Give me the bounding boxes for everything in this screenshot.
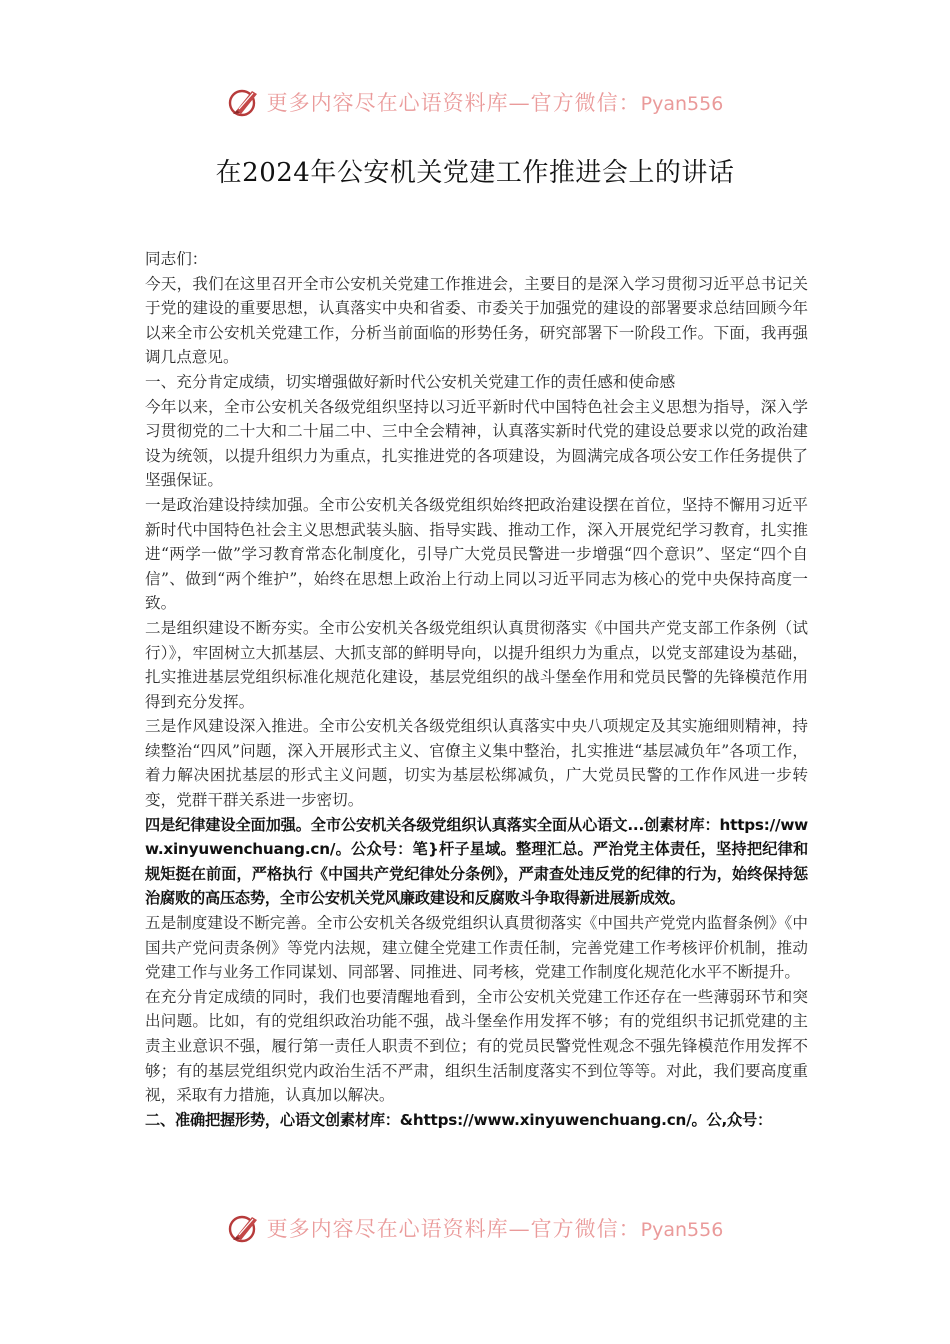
salutation: 同志们： xyxy=(145,250,208,268)
banner-text xyxy=(267,87,724,117)
paragraph-discipline: 四是纪律建设全面加强。全市公安机关各级党组织认真落实全面从心语文...创素材库：https://www.xinyuwenchuang.cn/。公众号：笔}杆子星域。整理汇总。严治党主体责任，坚持把纪律和规矩挺在前面，严格执行《中国共产党纪律处分条例》，严肃查处违反党的纪律的行为，始终保持惩治腐败的高压态势，全市公安机关党风廉政建设和反腐败斗争取得新进展新成效。 xyxy=(145,815,808,908)
banner-slogan: 更多内容尽在心语资料库—官方微信： xyxy=(266,1217,641,1241)
footer-banner xyxy=(0,1208,950,1248)
section-heading-1: 一、充分肯定成绩，切实增强做好新时代公安机关党建工作的责任感和使命感 xyxy=(145,372,676,391)
pen-nib-icon xyxy=(227,1211,261,1245)
banner-text xyxy=(267,1213,724,1243)
paragraph-political: 一是政治建设持续加强。全市公安机关各级党组织始终把政治建设摆在首位，坚持不懈用习近平新时代中国特色社会主义思想武装头脑、指导实践、推动工作，深入开展党纪学习教育，扎实推进“两学一做”学习教育常态化制度化，引导广大党员民警进一步增强“四个意识”、坚定“四个自信”、做到“两个维护”，始终在思想上政治上行动上同以习近平同志为核心的党中央保持高度一致。 xyxy=(145,495,808,613)
paragraph-institution: 五是制度建设不断完善。全市公安机关各级党组织认真贯彻落实《中国共产党党内监督条例》《中国共产党问责条例》等党内法规，建立健全党建工作责任制，完善党建工作考核评价机制，推动党建工作与业务工作同谋划、同部署、同推进、同考核，党建工作制度化规范化水平不断提升。 xyxy=(145,914,808,982)
section-heading-2: 二、准确把握形势，心语文创素材库：&https://www.xinyuwenchuang.cn/。公,众号： xyxy=(145,1110,773,1129)
page-title: 在2024年公安机关党建工作推进会上的讲话 xyxy=(215,158,735,188)
document-body xyxy=(145,247,808,1132)
paragraph-intro: 今天，我们在这里召开全市公安机关党建工作推进会，主要目的是深入学习贯彻习近平总书记关于党的建设的重要思想，认真落实中央和省委、市委关于加强党的建设的部署要求总结回顾今年以来全市公安机关党建工作，分析当前面临的形势任务，研究部署下一阶段工作。下面，我再强调几点意见。 xyxy=(145,274,808,367)
paragraph-overview: 今年以来，全市公安机关各级党组织坚持以习近平新时代中国特色社会主义思想为指导，深入学习贯彻党的二十大和二十届二中、三中全会精神，认真落实新时代党的建设总要求以党的政治建设为统领，以提升组织力为重点，扎实推进党的各项建设，为圆满完成各项公安工作任务提供了坚强保证。 xyxy=(145,397,808,490)
pen-nib-icon xyxy=(227,85,261,119)
paragraph-organization: 二是组织建设不断夯实。全市公安机关各级党组织认真贯彻落实《中国共产党支部工作条例（试行）》，牢固树立大抓基层、大抓支部的鲜明导向，以提升组织力为重点，以党支部建设为基础，扎实推进基层党组织标准化规范化建设，基层党组织的战斗堡垒作用和党员民警的先锋模范作用得到充分发挥。 xyxy=(145,618,808,711)
paragraph-problems: 在充分肯定成绩的同时，我们也要清醒地看到，全市公安机关党建工作还存在一些薄弱环节和突出问题。比如，有的党组织政治功能不强，战斗堡垒作用发挥不够；有的党组织书记抓党建的主责主业意识不强，履行第一责任人职责不到位；有的党员民警党性观念不强先锋模范作用发挥不够；有的基层党组织党内政治生活不严肃，组织生活制度落实不到位等等。对此，我们要高度重视，采取有力措施，认真加以解决。 xyxy=(145,987,808,1105)
banner-wechat-handle: Pyan556 xyxy=(640,1219,724,1241)
header-banner xyxy=(0,82,950,122)
banner-slogan: 更多内容尽在心语资料库—官方微信： xyxy=(266,91,641,115)
banner-wechat-handle: Pyan556 xyxy=(640,93,724,115)
paragraph-style: 三是作风建设深入推进。全市公安机关各级党组织认真落实中央八项规定及其实施细则精神，持续整治“四风”问题，深入开展形式主义、官僚主义集中整治，扎实推进“基层减负年”各项工作，着力解决困扰基层的形式主义问题，切实为基层松绑减负，广大党员民警的工作作风进一步转变，党群干群关系进一步密切。 xyxy=(145,717,808,810)
